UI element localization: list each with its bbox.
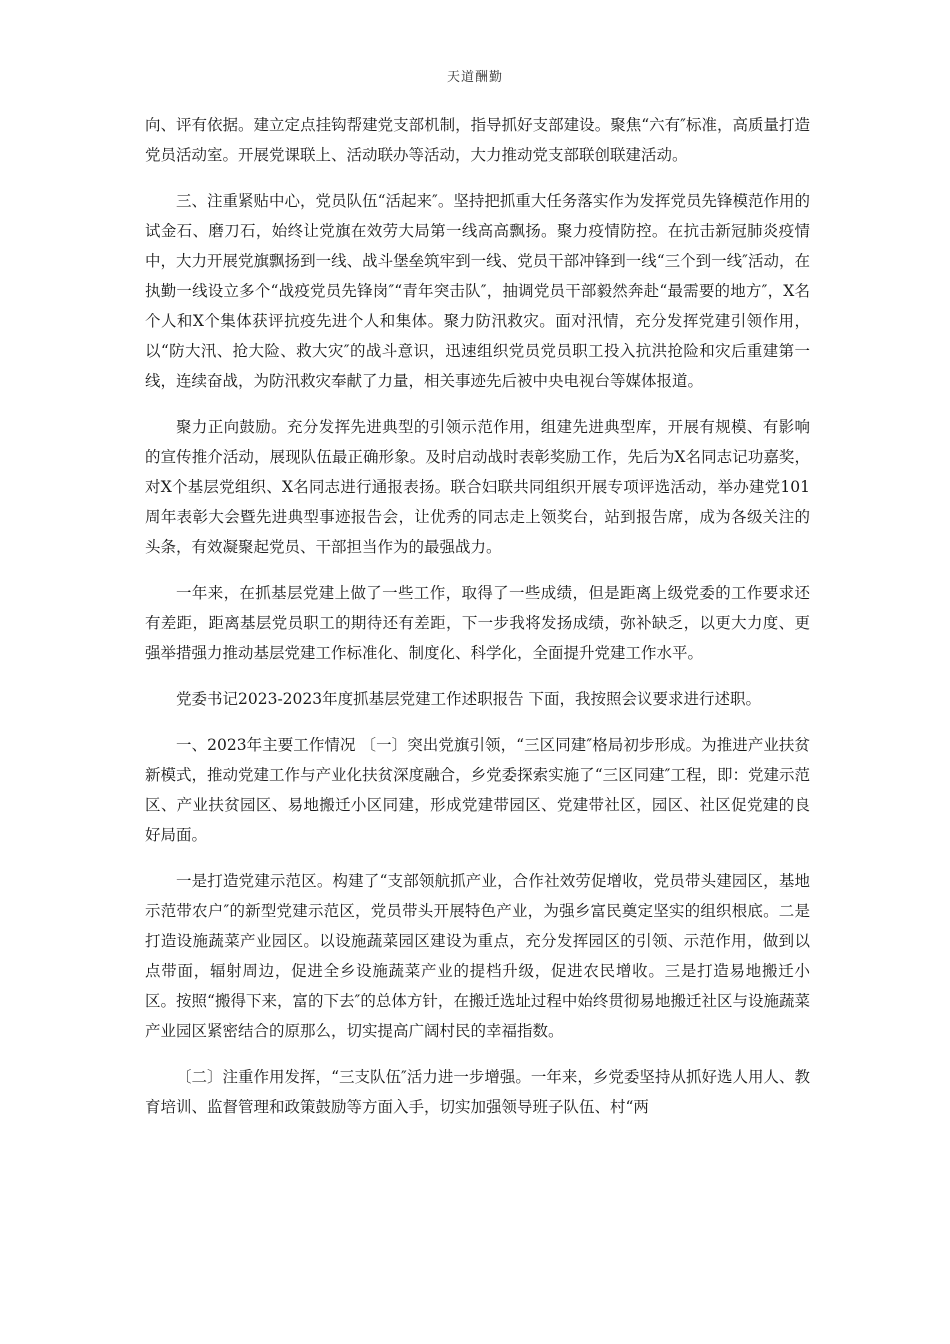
paragraph: 向、评有依据。建立定点挂钩帮建党支部机制，指导抓好支部建设。聚焦“六有″标准，高质量打造党员活动室。开展党课联上、活动联办等活动，大力推动党支部联创联建活动。: [145, 116, 810, 164]
document-body: [145, 110, 810, 1138]
page-header: 天道酬勤: [446, 70, 503, 85]
paragraph: 三、注重紧贴中心，党员队伍“活起来″。坚持把抓重大任务落实作为发挥党员先锋模范作用的试金石、磨刀石，始终让党旗在效劳大局第一线高高飘扬。聚力疫情防控。在抗击新冠肺炎疫情中，大力开展党旗飘扬到一线、战斗堡垒筑牢到一线、党员干部冲锋到一线“三个到一线″活动，在执勤一线设立多个“战疫党员先锋岗″“青年突击队″，抽调党员干部毅然奔赴“最需要的地方″，X名个人和X个集体获评抗疫先进个人和集体。聚力防汛救灾。面对汛情，充分发挥党建引领作用，以“防大汛、抢大险、救大灾″的战斗意识，迅速组织党员党员职工投入抗洪抢险和灾后重建第一线，连续奋战，为防汛救灾奉献了力量，相关事迹先后被中央电视台等媒体报道。: [145, 192, 810, 390]
paragraph: 一是打造党建示范区。构建了“支部领航抓产业，合作社效劳促增收，党员带头建园区，基地示范带农户″的新型党建示范区，党员带头开展特色产业，为强乡富民奠定坚实的组织根底。二是打造设施蔬菜产业园区。以设施蔬菜园区建设为重点，充分发挥园区的引领、示范作用，做到以点带面，辐射周边，促进全乡设施蔬菜产业的提档升级，促进农民增收。三是打造易地搬迁小区。按照“搬得下来，富的下去″的总体方针，在搬迁选址过程中始终贯彻易地搬迁社区与设施蔬菜产业园区紧密结合的原那么，切实提高广阔村民的幸福指数。: [145, 872, 810, 1040]
paragraph: 党委书记2023-2023年度抓基层党建工作述职报告 下面，我按照会议要求进行述职。: [176, 690, 762, 708]
paragraph: 一年来，在抓基层党建上做了一些工作，取得了一些成绩，但是距离上级党委的工作要求还有差距，距离基层党员职工的期待还有差距，下一步我将发扬成绩，弥补缺乏，以更大力度、更强举措强力推动基层党建工作标准化、制度化、科学化，全面提升党建工作水平。: [145, 584, 810, 662]
paragraph: 聚力正向鼓励。充分发挥先进典型的引领示范作用，组建先进典型库，开展有规模、有影响的宣传推介活动，展现队伍最正确形象。及时启动战时表彰奖励工作，先后为X名同志记功嘉奖，对X个基层党组织、X名同志进行通报表扬。联合妇联共同组织开展专项评选活动，举办建党101周年表彰大会暨先进典型事迹报告会，让优秀的同志走上领奖台，站到报告席，成为各级关注的头条，有效凝聚起党员、干部担当作为的最强战力。: [145, 418, 810, 556]
paragraph: 〔二〕注重作用发挥，“三支队伍″活力进一步增强。一年来，乡党委坚持从抓好选人用人、教育培训、监督管理和政策鼓励等方面入手，切实加强领导班子队伍、村“两: [145, 1068, 810, 1116]
paragraph: 一、2023年主要工作情况 〔一〕突出党旗引领，“三区同建″格局初步形成。为推进产业扶贫新模式，推动党建工作与产业化扶贫深度融合，乡党委探索实施了“三区同建″工程，即：党建示范区、产业扶贫园区、易地搬迁小区同建，形成党建带园区、党建带社区，园区、社区促党建的良好局面。: [145, 736, 810, 844]
